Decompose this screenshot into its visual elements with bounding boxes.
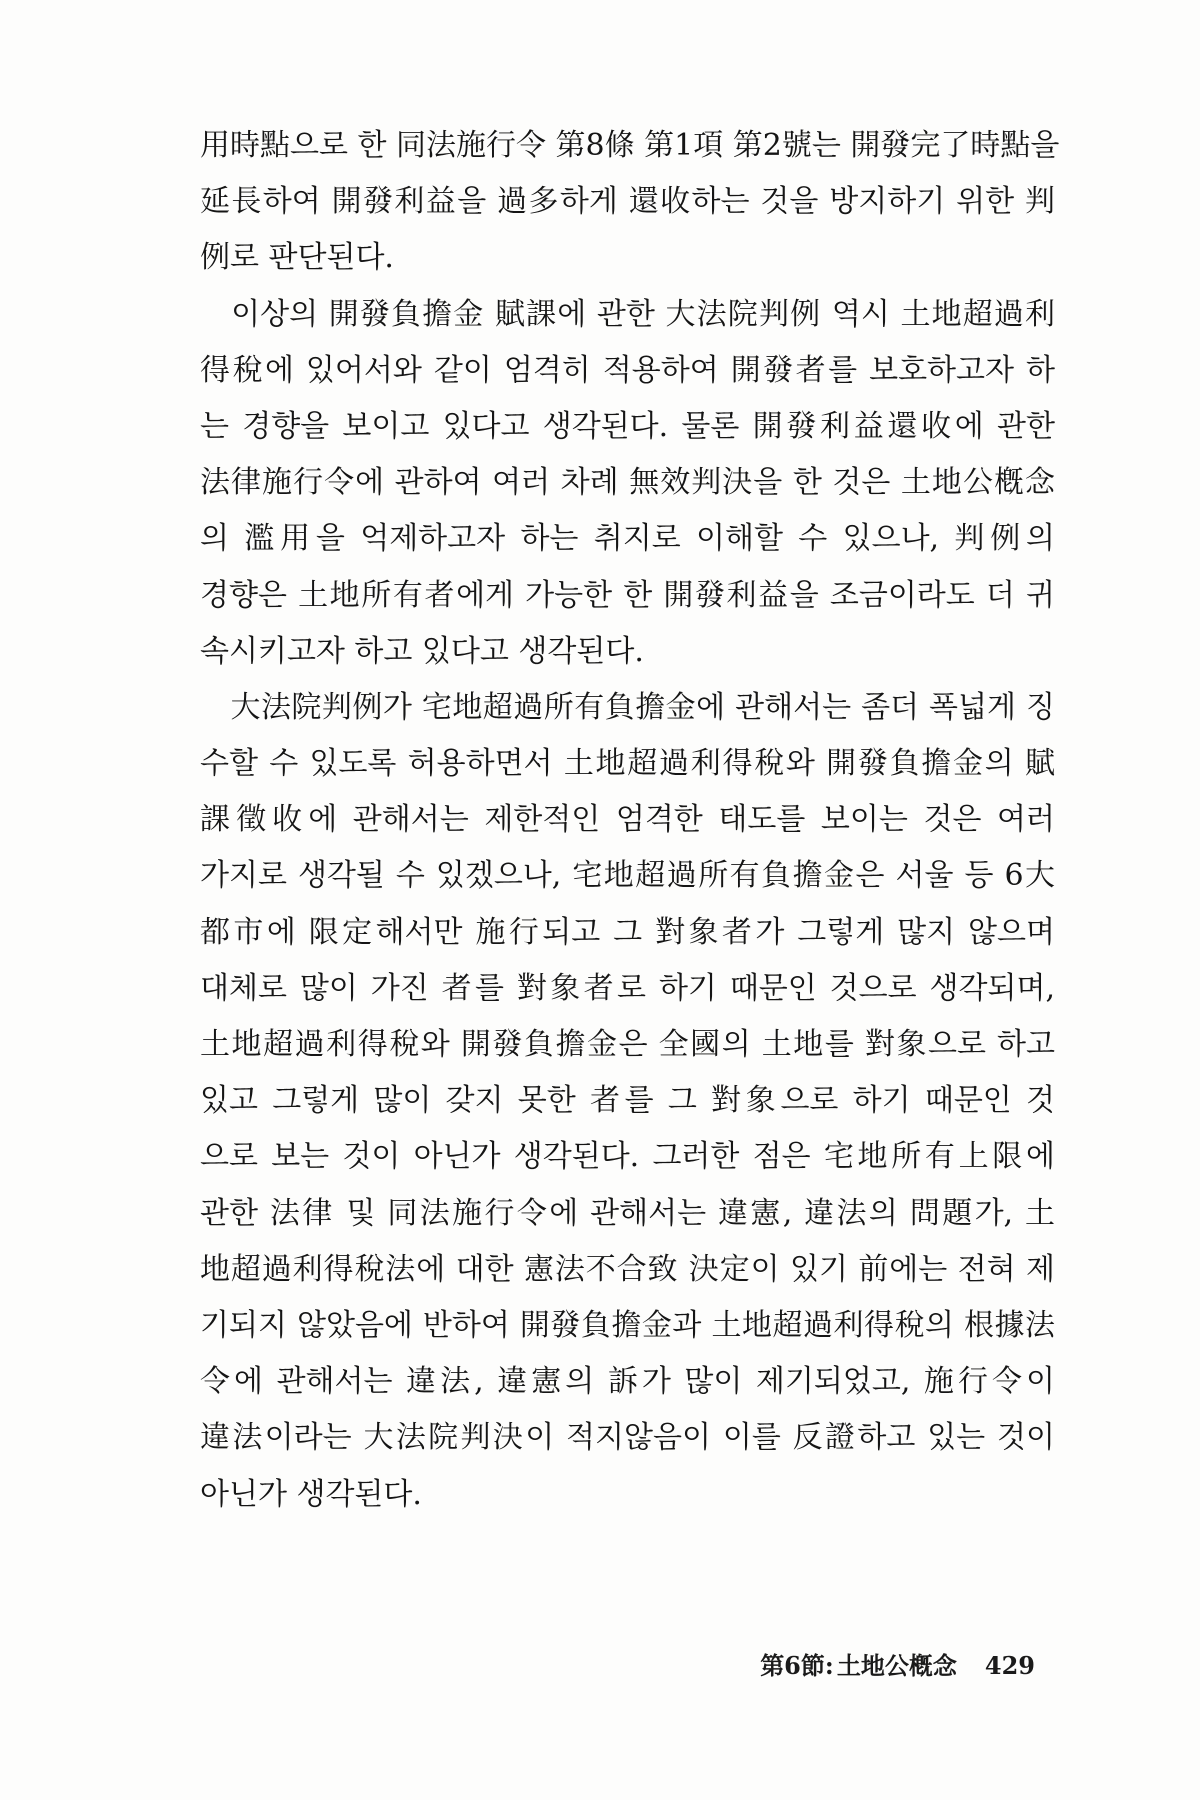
text-line: 는 경향을 보이고 있다고 생각된다. 물론 開發利益還收에 관한 [200,408,1055,444]
text-line: 있고 그렇게 많이 갖지 못한 者를 그 對象으로 하기 때문인 것 [200,1083,1055,1119]
text-line: 으로 보는 것이 아닌가 생각된다. 그러한 점은 宅地所有上限에 [200,1139,1055,1175]
body-text [200,118,1060,1523]
text-line: 土地超過利得稅와 開發負擔金은 全國의 土地를 對象으로 하고 [200,1027,1055,1062]
text-line: 令에 관해서는 違法, 違憲의 訴가 많이 제기되었고, 施行令이 [200,1364,1055,1400]
text-line: 得稅에 있어서와 같이 엄격히 적용하여 開發者를 보호하고자 하 [200,352,1055,388]
footer-title: 土地公槪念 [836,1651,957,1680]
page-number: 429 [984,1651,1035,1680]
text-line: 의 濫用을 억제하고자 하는 취지로 이해할 수 있으나, 判例의 [200,521,1055,557]
text-line: 기되지 않았음에 반하여 開發負擔金과 土地超過利得稅의 根據法 [200,1307,1055,1343]
text-line: 관한 法律 및 同法施行令에 관해서는 違憲, 違法의 問題가, 土 [200,1195,1055,1231]
footer-section: 第6節 [760,1651,825,1680]
text-line: 法律施行令에 관하여 여러 차례 無效判決을 한 것은 土地公槪念 [200,465,1055,501]
running-footer [760,1646,1035,1681]
text-line: 課徵收에 관해서는 제한적인 엄격한 태도를 보이는 것은 여러 [200,802,1055,838]
text-line: 가지로 생각될 수 있겠으나, 宅地超過所有負擔金은 서울 등 6大 [200,858,1055,894]
text-line: 속시키고자 하고 있다고 생각된다. [200,633,644,669]
text-line: 수할 수 있도록 허용하면서 土地超過利得稅와 開發負擔金의 賦 [200,746,1055,782]
text-line: 대체로 많이 가진 者를 對象者로 하기 때문인 것으로 생각되며, [200,970,1055,1006]
text-line: 用時點으로 한 同法施行令 第8條 第1項 第2號는 開發完了時點을 [200,128,1060,163]
text-line: 違法이라는 大法院判決이 적지않음이 이를 反證하고 있는 것이 [200,1420,1055,1456]
text-line: 都市에 限定해서만 施行되고 그 對象者가 그렇게 많지 않으며 [200,914,1055,950]
text-line: 아닌가 생각된다. [200,1476,422,1512]
text-line: 이상의 開發負擔金 賦課에 관한 大法院判例 역시 土地超過利 [200,296,1055,332]
text-line: 경향은 土地所有者에게 가능한 한 開發利益을 조금이라도 더 귀 [200,577,1055,613]
footer-separator: : [824,1651,834,1680]
text-line: 例로 판단된다. [200,240,394,276]
text-line: 延長하여 開發利益을 過多하게 還收하는 것을 방지하기 위한 判 [200,184,1055,220]
text-line: 大法院判例가 宅地超過所有負擔金에 관해서는 좀더 폭넓게 징 [200,689,1055,725]
text-line: 地超過利得稅法에 대한 憲法不合致 決定이 있기 前에는 전혀 제 [200,1251,1055,1287]
